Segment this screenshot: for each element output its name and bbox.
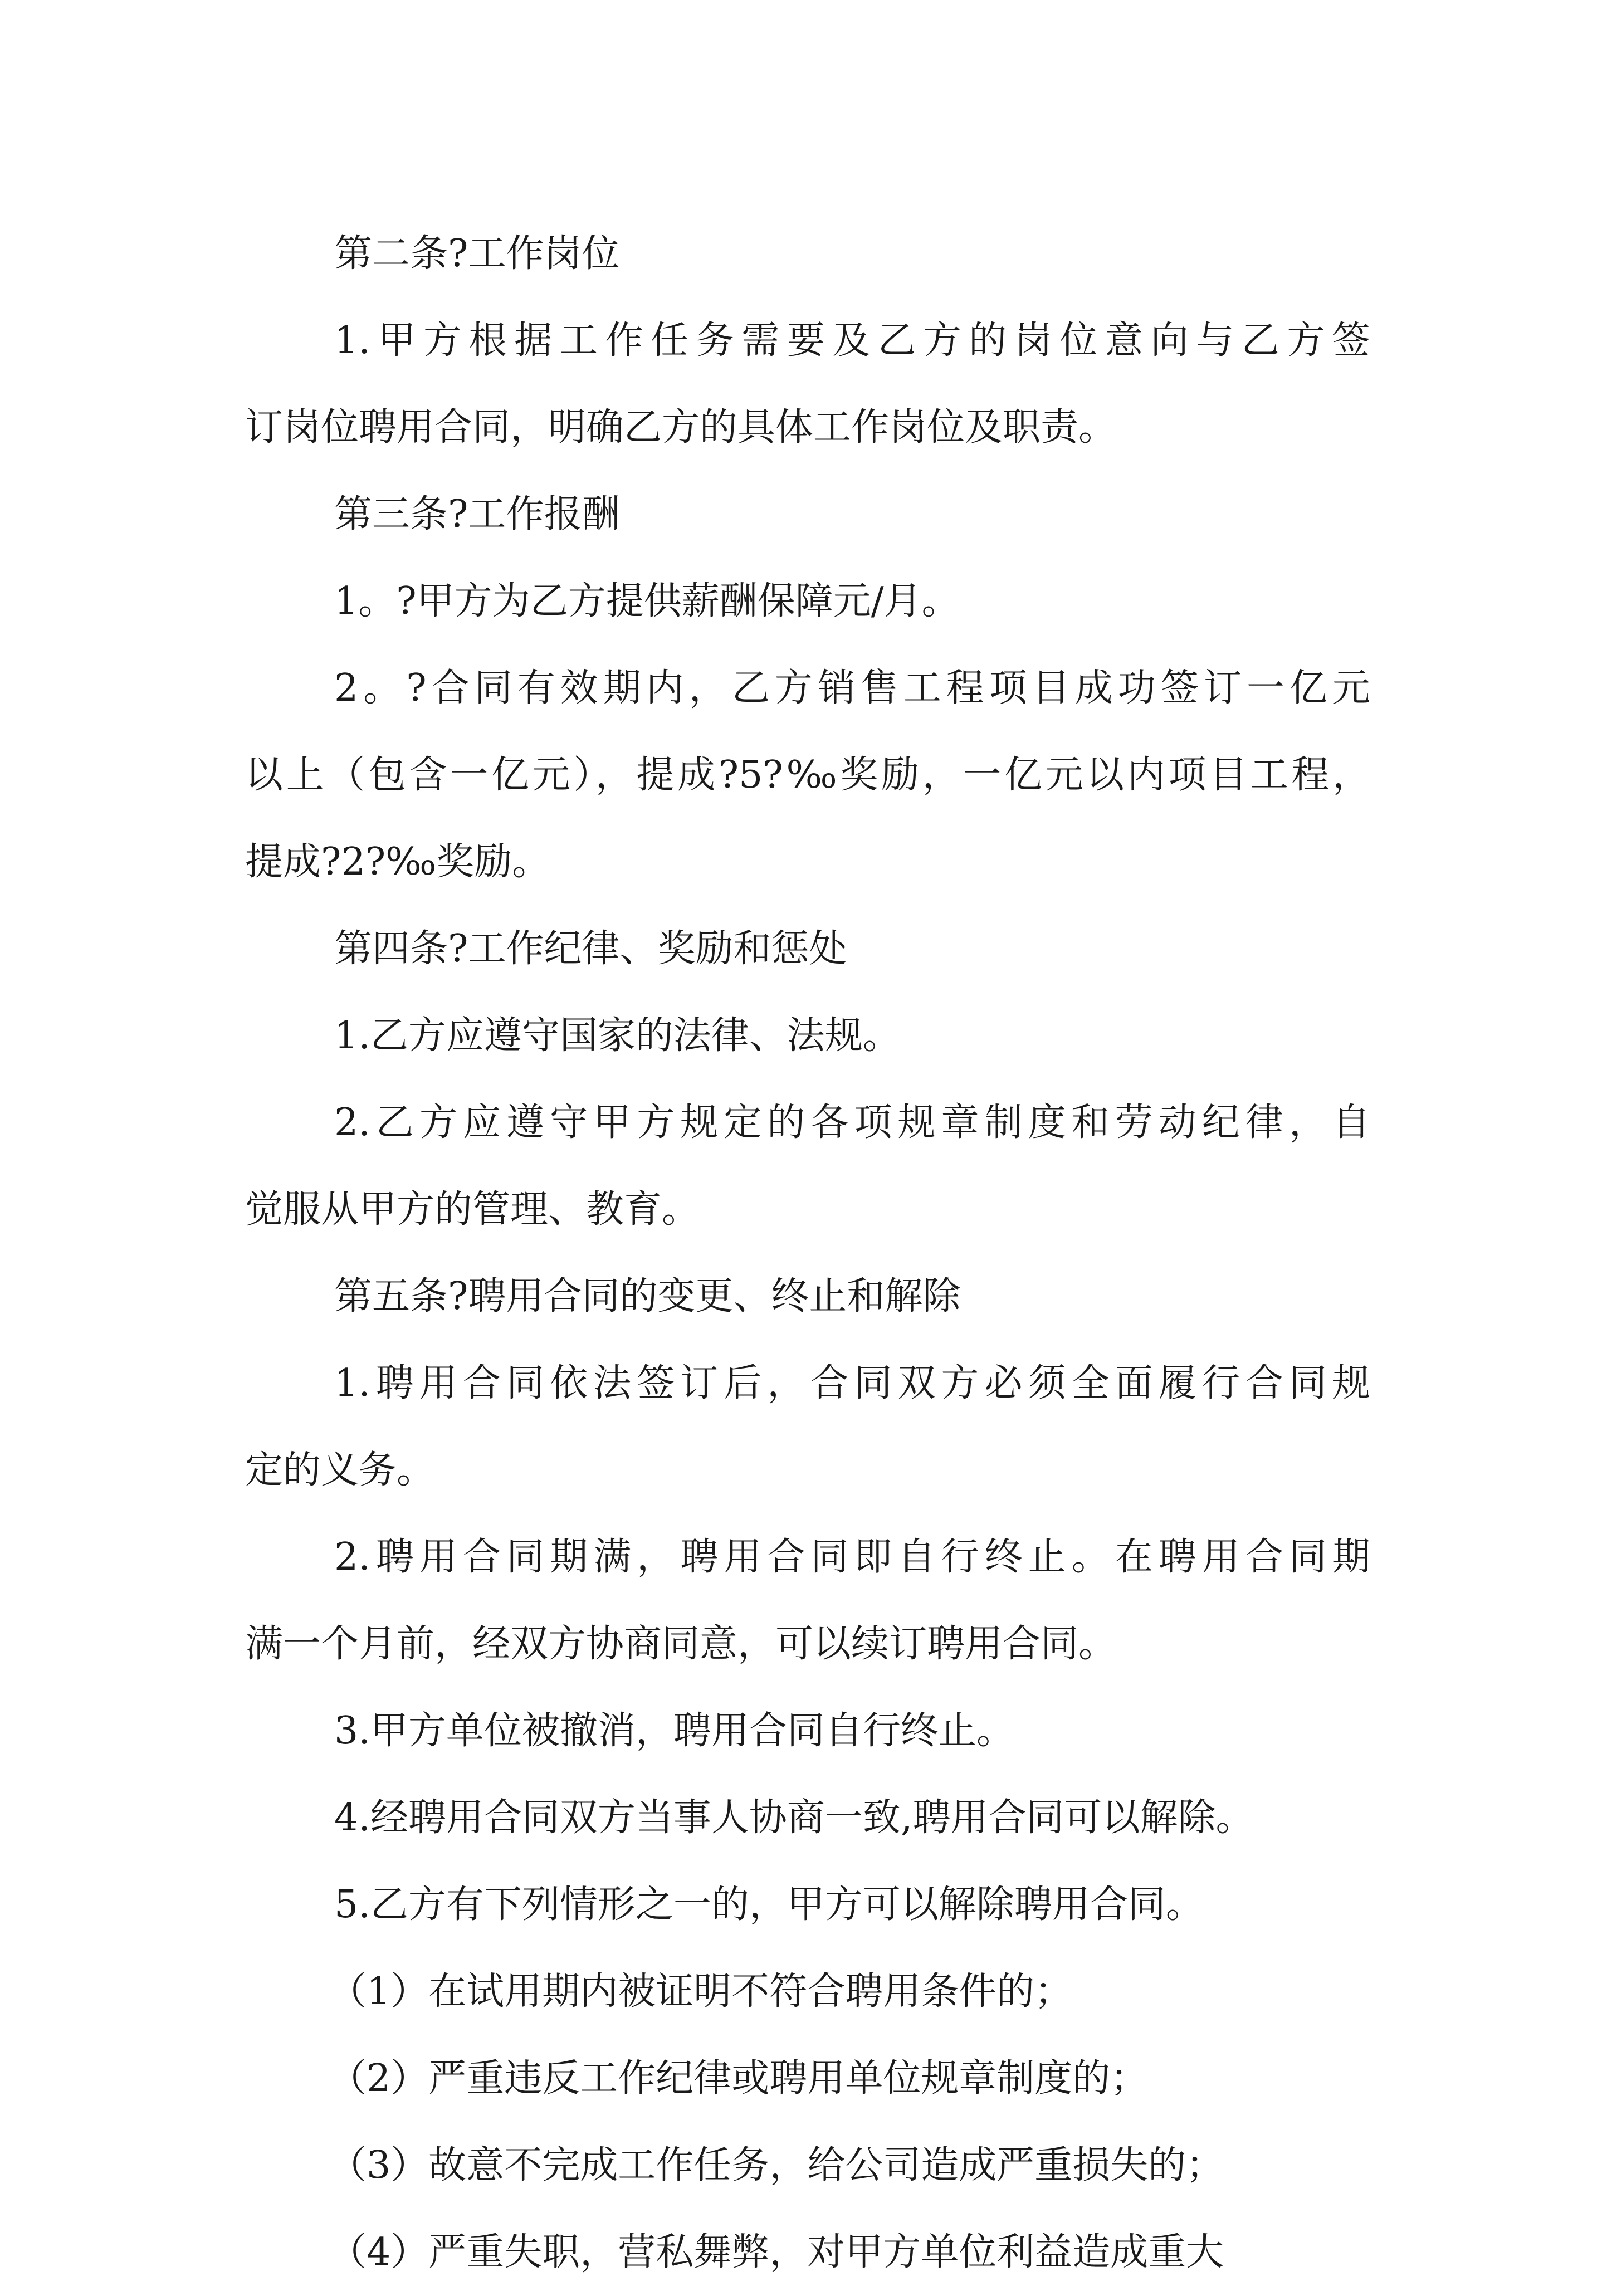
article-5-item-4: 4.经聘用合同双方当事人协商一致,聘用合同可以解除。: [334, 1796, 1254, 1840]
article-5-item-1-line-2: 定的义务。: [245, 1448, 435, 1492]
article-3-heading: 第三条?工作报酬: [334, 492, 620, 536]
article-5-item-1-line-1: 1.聘用合同依法签订后，合同双方必须全面履行合同规: [334, 1361, 1370, 1405]
article-3-item-2-line-1: 2。?合同有效期内，乙方销售工程项目成功签订一亿元: [334, 666, 1370, 710]
article-3-item-1: 1。?甲方为乙方提供薪酬保障元/月。: [334, 579, 960, 623]
article-4-item-2-line-1: 2.乙方应遵守甲方规定的各项规章制度和劳动纪律，自: [334, 1101, 1370, 1145]
article-5-item-3: 3.甲方单位被撤消，聘用合同自行终止。: [334, 1709, 1014, 1753]
article-3-item-2-line-2: 以上（包含一亿元），提成?5?‰奖励，一亿元以内项目工程，: [245, 753, 1370, 797]
document-body: [245, 211, 1370, 2296]
article-5-item-5: 5.乙方有下列情形之一的，甲方可以解除聘用合同。: [334, 1883, 1204, 1927]
article-4-item-2-line-2: 觉服从甲方的管理、教育。: [245, 1188, 700, 1232]
article-5-item-2-line-2: 满一个月前，经双方协商同意，可以续订聘用合同。: [245, 1622, 1117, 1666]
article-5-item-5-sub-4: （4）严重失职，营私舞弊，对甲方单位利益造成重大: [329, 2230, 1224, 2274]
article-5-item-5-sub-3: （3）故意不完成工作任务，给公司造成严重损失的；: [329, 2143, 1224, 2187]
article-4-item-1: 1.乙方应遵守国家的法律、法规。: [334, 1014, 901, 1058]
article-2-item-1-line-1: 1.甲方根据工作任务需要及乙方的岗位意向与乙方签: [334, 319, 1370, 363]
article-2-heading: 第二条?工作岗位: [334, 232, 620, 276]
article-5-heading: 第五条?聘用合同的变更、终止和解除: [334, 1274, 961, 1318]
article-3-item-2-line-3: 提成?2?‰奖励。: [245, 840, 550, 884]
article-4-heading: 第四条?工作纪律、奖励和惩处: [334, 927, 847, 971]
article-5-item-5-sub-2: （2）严重违反工作纪律或聘用单位规章制度的；: [329, 2056, 1149, 2100]
article-5-item-5-sub-1: （1）在试用期内被证明不符合聘用条件的；: [329, 1970, 1073, 2014]
article-5-item-2-line-1: 2.聘用合同期满，聘用合同即自行终止。在聘用合同期: [334, 1535, 1370, 1579]
article-2-item-1-line-2: 订岗位聘用合同，明确乙方的具体工作岗位及职责。: [245, 406, 1117, 450]
